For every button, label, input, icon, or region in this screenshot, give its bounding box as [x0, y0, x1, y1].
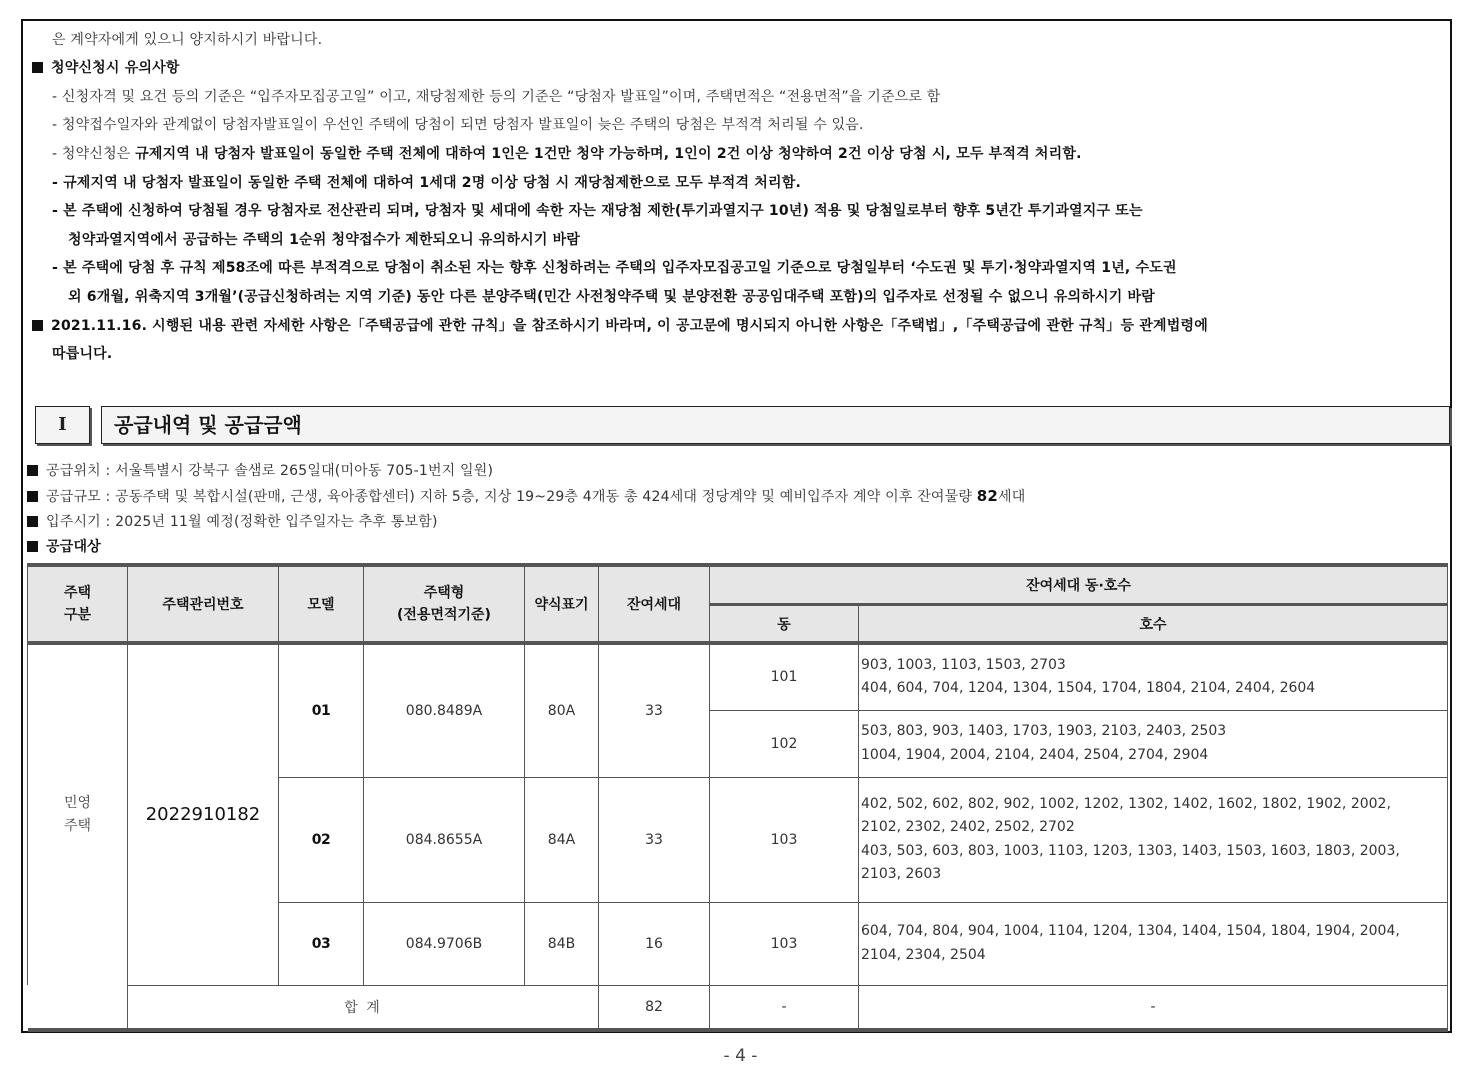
mgmt-no-cell: 2022910182	[128, 643, 279, 985]
units-line: 903, 1003, 1103, 1503, 2703	[861, 656, 1066, 673]
units-cell	[859, 777, 1448, 902]
square-bullet-icon	[32, 62, 43, 73]
table-row	[28, 643, 1448, 710]
dong-cell: 102	[710, 710, 859, 777]
info-scale-suffix: 세대	[998, 489, 1026, 505]
info-move-in	[27, 511, 438, 531]
units-cell	[859, 643, 1448, 710]
square-bullet-icon	[27, 541, 38, 552]
note-item-7a-text: 2021.11.16. 시행된 내용 관련 자세한 사항은「주택공급에 관한 규칙」을 참조하시기 바라며, 이 공고문에 명시되지 아니한 사항은「주택법」,「주택공급에 관한 규칙」등 관계법령에	[51, 318, 1208, 334]
square-bullet-icon	[27, 516, 38, 527]
header-housing-type: 주택 구분	[28, 565, 128, 643]
units-line: 2102, 2302, 2402, 2502, 2702	[861, 819, 1075, 835]
units-line: 2104, 2304, 2504	[861, 946, 986, 963]
header-short: 약식표기	[525, 565, 599, 643]
note-item-3-bold: 규제지역 내 당첨자 발표일이 동일한 주택 전체에 대하여 1인은 1건만 청약 가능하며, 1인이 2건 이상 청약하여 2건 이상 당첨 시, 모두 부적격 처리함.	[135, 146, 1082, 162]
info-scale-text: 공급규모 : 공동주택 및 복합시설(판매, 근생, 육아종합센터) 지하 5층, 지상 19~29층 4개동 총 424세대 정당계약 및 예비입주자 계약 이후 잔여물량	[46, 489, 977, 505]
total-ho: -	[859, 985, 1448, 1030]
supply-table	[27, 563, 1448, 1032]
table-total-row	[28, 985, 1448, 1030]
note-line-continued: 은 계약자에게 있으니 양지하시기 바랍니다.	[52, 32, 323, 48]
units-cell	[859, 902, 1448, 985]
square-bullet-icon	[32, 320, 43, 331]
housing-form-cell: 084.9706B	[364, 902, 525, 985]
total-empty-cell	[28, 985, 128, 1030]
short-cell: 84B	[525, 902, 599, 985]
dong-cell: 103	[710, 777, 859, 902]
square-bullet-icon	[27, 491, 38, 502]
units-line: 403, 503, 603, 803, 1003, 1103, 1203, 1303, 1403, 1503, 1603, 1803, 2003,	[861, 842, 1400, 859]
info-location-text: 공급위치 : 서울특별시 강북구 솔샘로 265일대(미아동 705-1번지 일원)	[46, 463, 494, 479]
header-model: 모델	[279, 565, 364, 643]
units-cell	[859, 710, 1448, 777]
page-number: - 4 -	[723, 1046, 758, 1066]
info-scale-count: 82	[976, 487, 999, 505]
units-line: 402, 502, 602, 802, 902, 1002, 1202, 1302, 1402, 1602, 1802, 1902, 2002,	[861, 795, 1391, 812]
note-item-6b: 외 6개월, 위축지역 3개월’(공급신청하려는 지역 기준) 동안 다른 분양주택(민간 사전청약주택 및 분양전환 공공임대주택 포함)의 입주자로 선정될 수 없으니 유의하시기 바람	[68, 289, 1155, 305]
model-cell: 01	[279, 643, 364, 777]
info-target	[27, 536, 101, 556]
model-cell: 02	[279, 777, 364, 902]
note-item-7a	[32, 315, 1208, 335]
note-item-5a: - 본 주택에 신청하여 당첨될 경우 당첨자로 전산관리 되며, 당첨자 및 세대에 속한 자는 재당첨 제한(투기과열지구 10년) 적용 및 당첨일로부터 향후 5년간 투기과열지구 또는	[52, 203, 1143, 219]
note-item-1: - 신청자격 및 요건 등의 기준은 “입주자모집공고일” 이고, 재당첨제한 등의 기준은 “당첨자 발표일”이며, 주택면적은 “전용면적”을 기준으로 함	[52, 89, 941, 105]
model-cell: 03	[279, 902, 364, 985]
section-title: 공급내역 및 공급금액	[101, 406, 1450, 444]
info-target-text: 공급대상	[46, 539, 101, 555]
units-line: 604, 704, 804, 904, 1004, 1104, 1204, 1304, 1404, 1504, 1804, 1904, 2004,	[861, 923, 1400, 939]
housing-type-cell: 민영 주택	[28, 643, 128, 985]
short-cell: 80A	[525, 643, 599, 777]
notes-heading	[32, 57, 180, 77]
header-ho: 호수	[859, 605, 1448, 644]
housing-form-cell: 084.8655A	[364, 777, 525, 902]
square-bullet-icon	[27, 465, 38, 476]
housing-form-cell: 080.8489A	[364, 643, 525, 777]
note-item-2: - 청약접수일자와 관계없이 당첨자발표일이 우선인 주택에 당첨이 되면 당첨자 발표일이 늦은 주택의 당첨은 부적격 처리될 수 있음.	[52, 117, 864, 133]
section-number: I	[35, 406, 90, 444]
header-housing-form: 주택형 (전용면적기준)	[364, 565, 525, 643]
info-move-in-text: 입주시기 : 2025년 11월 예정(정확한 입주일자는 추후 통보함)	[46, 514, 438, 530]
remaining-cell: 33	[599, 777, 710, 902]
note-item-3-prefix: - 청약신청은	[52, 146, 136, 162]
header-remaining-units: 잔여세대 동·호수	[710, 565, 1448, 605]
dong-cell: 103	[710, 902, 859, 985]
notes-heading-text: 청약신청시 유의사항	[51, 60, 180, 76]
header-mgmt-no: 주택관리번호	[128, 565, 279, 643]
header-dong: 동	[710, 605, 859, 644]
remaining-cell: 16	[599, 902, 710, 985]
info-scale	[27, 486, 1025, 506]
remaining-cell: 33	[599, 643, 710, 777]
note-item-7b: 따릅니다.	[52, 346, 113, 362]
short-cell: 84A	[525, 777, 599, 902]
units-line: 404, 604, 704, 1204, 1304, 1504, 1704, 1804, 2104, 2404, 2604	[861, 680, 1316, 697]
table-header-row	[28, 565, 1448, 605]
note-item-6a: - 본 주택에 당첨 후 규칙 제58조에 따른 부적격으로 당첨이 취소된 자는 향후 신청하려는 주택의 입주자모집공고일 기준으로 당첨일부터 ‘수도권 및 투기·청약과열지역 1년, 수도권	[52, 260, 1177, 276]
header-remaining: 잔여세대	[599, 565, 710, 643]
dong-cell: 101	[710, 643, 859, 710]
note-item-3	[52, 143, 1082, 163]
total-remaining: 82	[599, 985, 710, 1030]
units-line: 2103, 2603	[861, 866, 942, 882]
note-item-4: - 규제지역 내 당첨자 발표일이 동일한 주택 전체에 대하여 1세대 2명 이상 당첨 시 재당첨제한으로 모두 부적격 처리함.	[52, 175, 801, 191]
units-line: 1004, 1904, 2004, 2104, 2404, 2504, 2704, 2904	[861, 746, 1209, 763]
total-label: 합 계	[128, 985, 599, 1030]
info-location	[27, 460, 493, 480]
units-line: 503, 803, 903, 1403, 1703, 1903, 2103, 2403, 2503	[861, 723, 1227, 739]
total-dong: -	[710, 985, 859, 1030]
note-item-5b: 청약과열지역에서 공급하는 주택의 1순위 청약접수가 제한되오니 유의하시기 바람	[68, 232, 581, 248]
